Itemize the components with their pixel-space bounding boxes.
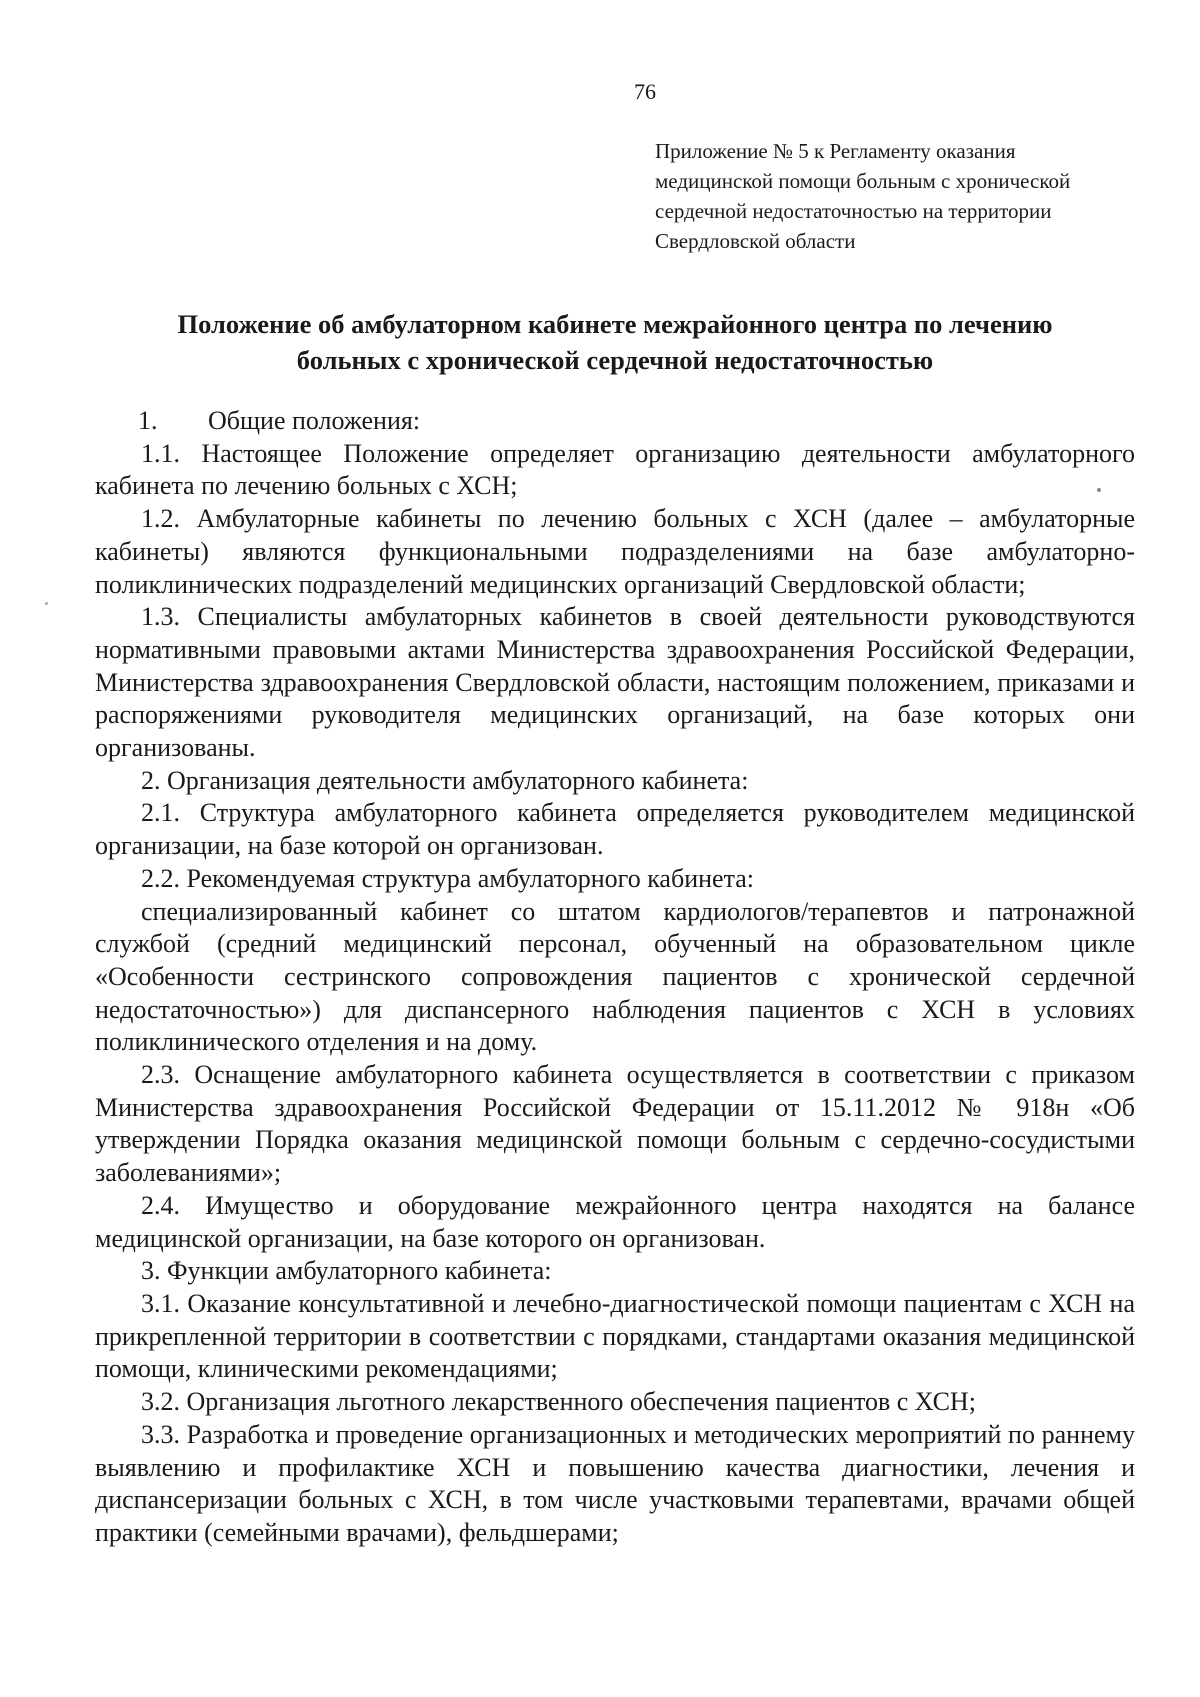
title-line: Положение об амбулаторном кабинете межрайонного центра по лечению xyxy=(177,309,1053,339)
scan-speck xyxy=(1097,488,1101,492)
scan-speck xyxy=(45,602,48,605)
paragraph-3-3: 3.3. Разработка и проведение организационных и методических мероприятий по раннему выявлению и профилактике ХСН и повышению качества диагностики, лечения и диспансеризации больных с ХСН, в том числе участковыми терапевтами, врачами общей практики (семейными врачами), фельдшерами; xyxy=(95,1419,1135,1547)
document-body xyxy=(95,405,1135,1550)
paragraph-3-1: 3.1. Оказание консультативной и лечебно-диагностической помощи пациентам с ХСН на прикрепленной территории в соответствии с порядками, стандартами оказания медицинской помощи, клиническими рекомендациями; xyxy=(95,1288,1135,1384)
page-number: 76 xyxy=(634,79,656,104)
paragraph-2-2: 2.2. Рекомендуемая структура амбулаторного кабинета: xyxy=(141,863,755,893)
section-number: 1. xyxy=(138,406,158,435)
appendix-line: Приложение № 5 к Регламенту оказания xyxy=(655,139,1016,163)
paragraph-2-1: 2.1. Структура амбулаторного кабинета определяется руководителем медицинской организации, на базе которой он организован. xyxy=(95,798,1135,861)
appendix-line: Свердловской области xyxy=(655,229,856,253)
section-heading-2: 2. Организация деятельности амбулаторного кабинета: xyxy=(141,765,749,795)
document-title xyxy=(95,306,1135,378)
title-line: больных с хронической сердечной недостаточностью xyxy=(296,345,934,375)
paragraph-1-2: 1.2. Амбулаторные кабинеты по лечению больных с ХСН (далее – амбулаторные кабинеты) являются функциональными подразделениями на базе амбулаторно-поликлинических подразделений медицинских организаций Свердловской области; xyxy=(95,504,1135,599)
appendix-line: медицинской помощи больным с хронической xyxy=(655,169,1071,193)
paragraph-1-1: 1.1. Настоящее Положение определяет организацию деятельности амбулаторного кабинета по лечению больных с ХСН; xyxy=(95,438,1135,501)
section-heading-3: 3. Функции амбулаторного кабинета: xyxy=(141,1256,552,1286)
section-title: Общие положения: xyxy=(208,406,421,435)
section-heading-1 xyxy=(95,405,1135,438)
paragraph-2-2-detail: специализированный кабинет со штатом кардиологов/терапевтов и патронажной службой (средний медицинский персонал, обученный на образовательном цикле «Особенности сестринского сопровождения пациентов с хронической сердечной недостаточностью») для диспансерного наблюдения пациентов с ХСН в условиях поликлинического отделения и на дому. xyxy=(95,896,1135,1057)
appendix-line: сердечной недостаточностью на территории xyxy=(655,199,1052,223)
paragraph-2-4: 2.4. Имущество и оборудование межрайонного центра находятся на балансе медицинской организации, на базе которого он организован. xyxy=(95,1190,1135,1253)
paragraph-2-3: 2.3. Оснащение амбулаторного кабинета осуществляется в соответствии с приказом Министерства здравоохранения Российской Федерации от 15.11.2012 № 918н «Об утверждении Порядка оказания медицинской помощи больным с сердечно-сосудистыми заболеваниями»; xyxy=(95,1060,1135,1188)
appendix-note xyxy=(655,136,1175,256)
paragraph-1-3: 1.3. Специалисты амбулаторных кабинетов в своей деятельности руководствуются нормативными правовыми актами Министерства здравоохранения Российской Федерации, Министерства здравоохранения Свердловской области, настоящим положением, приказами и распоряжениями руководителя медицинских организаций, на базе которых они организованы. xyxy=(95,602,1135,763)
paragraph-3-2: 3.2. Организация льготного лекарственного обеспечения пациентов с ХСН; xyxy=(141,1387,976,1417)
